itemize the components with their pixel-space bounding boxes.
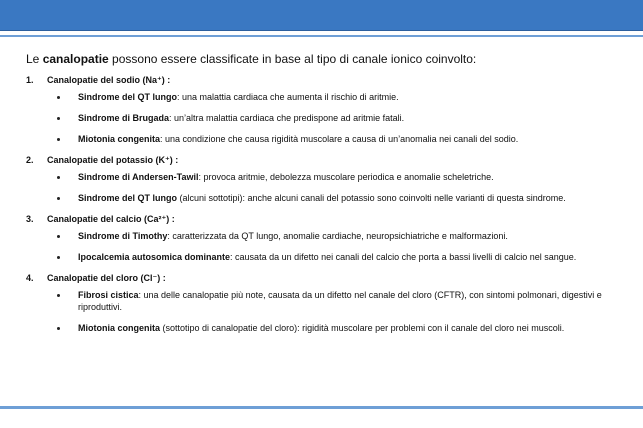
section-number: 4.	[26, 273, 34, 283]
document-body	[26, 52, 626, 343]
section-number: 3.	[26, 214, 34, 224]
section-number: 2.	[26, 155, 34, 165]
section-label: Canalopatie del potassio (K⁺) :	[47, 155, 179, 165]
intro-paragraph	[26, 52, 626, 67]
list-item	[26, 251, 626, 263]
item-term: Sindrome del QT lungo	[78, 92, 177, 102]
list-item	[26, 133, 626, 145]
list-item	[26, 322, 626, 334]
item-term: Miotonia congenita	[78, 134, 160, 144]
item-description: (alcuni sottotipi): anche alcuni canali del potassio sono coinvolti nelle varianti di questa sindrome.	[177, 193, 566, 203]
header-band	[0, 0, 643, 31]
list-item	[26, 171, 626, 183]
bullet-icon	[57, 197, 60, 200]
bullet-icon	[57, 327, 60, 330]
bullet-icon	[57, 256, 60, 259]
item-term: Sindrome di Timothy	[78, 231, 168, 241]
item-description: : un’altra malattia cardiaca che predispone ad aritmie fatali.	[169, 113, 405, 123]
section-label: Canalopatie del sodio (Na⁺) :	[47, 75, 171, 85]
list-item	[26, 289, 626, 313]
item-description: : provoca aritmie, debolezza muscolare periodica e anomalie scheletriche.	[198, 172, 494, 182]
bullet-icon	[57, 235, 60, 238]
section-heading-chloride	[26, 272, 626, 284]
item-term: Fibrosi cistica	[78, 290, 139, 300]
item-description: : una malattia cardiaca che aumenta il rischio di aritmie.	[177, 92, 399, 102]
item-text	[78, 251, 623, 263]
section-label: Canalopatie del cloro (Cl⁻) :	[47, 273, 166, 283]
section-label: Canalopatie del calcio (Ca²⁺) :	[47, 214, 175, 224]
item-term: Sindrome di Brugada	[78, 113, 170, 123]
intro-text-end: possono essere classificate in base al tipo di canale ionico coinvolto:	[108, 52, 477, 66]
section-heading-potassium	[26, 154, 626, 166]
header-divider	[0, 35, 643, 37]
item-term: Sindrome del QT lungo	[78, 193, 177, 203]
list-item	[26, 91, 626, 103]
intro-text-start: Le	[26, 52, 43, 66]
list-item	[26, 230, 626, 242]
list-item	[26, 112, 626, 124]
section-number: 1.	[26, 75, 34, 85]
intro-keyword: canalopatie	[42, 52, 109, 66]
item-text	[78, 133, 623, 145]
item-text	[78, 91, 623, 103]
item-description: (sottotipo di canalopatie del cloro): rigidità muscolare per problemi con il canale del cloro nei muscoli.	[160, 323, 565, 333]
section-heading-calcium	[26, 213, 626, 225]
item-term: Miotonia congenita	[78, 323, 160, 333]
item-term: Sindrome di Andersen-Tawil	[78, 172, 199, 182]
bullet-icon	[57, 294, 60, 297]
bullet-icon	[57, 96, 60, 99]
item-text	[78, 171, 623, 183]
item-text	[78, 322, 623, 334]
item-text	[78, 230, 623, 242]
bullet-icon	[57, 138, 60, 141]
bullet-icon	[57, 117, 60, 120]
item-text	[78, 112, 623, 124]
item-description: : causata da un difetto nei canali del calcio che porta a bassi livelli di calcio nel sangue.	[230, 252, 577, 262]
bullet-icon	[57, 176, 60, 179]
section-heading-sodium	[26, 74, 626, 86]
item-text	[78, 192, 623, 204]
item-description: : una condizione che causa rigidità muscolare a causa di un’anomalia nei canali del sodio.	[160, 134, 519, 144]
item-term: Ipocalcemia autosomica dominante	[78, 252, 231, 262]
item-text	[78, 289, 623, 313]
footer-divider	[0, 406, 643, 409]
list-item	[26, 192, 626, 204]
item-description: : una delle canalopatie più note, causata da un difetto nel canale del cloro (CFTR), con sintomi polmonari, digestivi e riproduttivi.	[78, 290, 602, 312]
item-description: : caratterizzata da QT lungo, anomalie cardiache, neuropsichiatriche e malformazioni.	[167, 231, 508, 241]
